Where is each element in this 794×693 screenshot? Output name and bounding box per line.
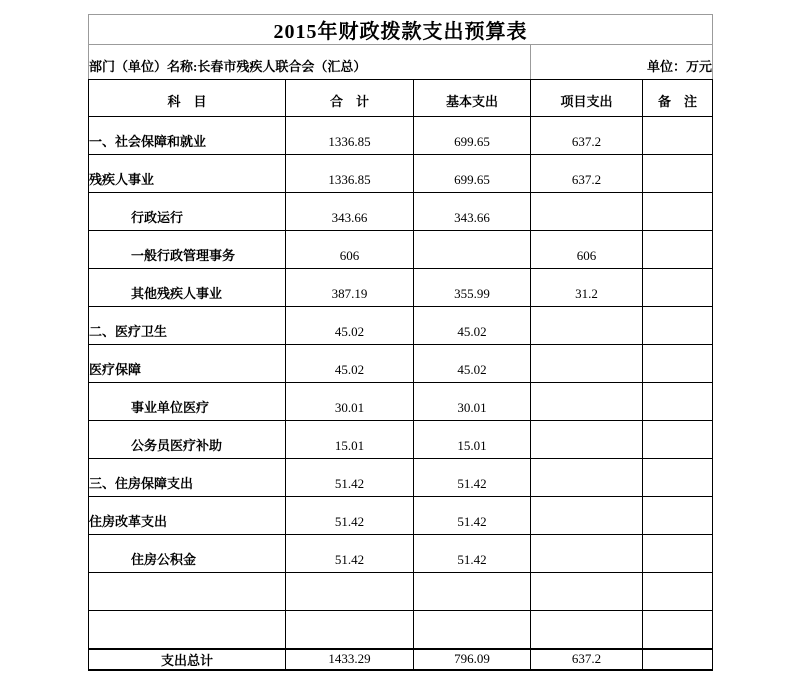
note-cell (643, 573, 713, 611)
unit-label: 单位：万元 (531, 45, 713, 80)
total-cell: 45.02 (286, 307, 414, 345)
table-row (89, 383, 713, 421)
project-cell (531, 193, 643, 231)
table-row (89, 345, 713, 383)
project-cell (531, 573, 643, 611)
table-row (89, 269, 713, 307)
total-cell: 387.19 (286, 269, 414, 307)
column-header-basic: 基本支出 (414, 80, 531, 117)
subject-cell: 住房改革支出 (89, 497, 286, 535)
subject-cell: 一、社会保障和就业 (89, 117, 286, 155)
table-row (89, 155, 713, 193)
project-cell: 606 (531, 231, 643, 269)
total-cell: 1336.85 (286, 155, 414, 193)
note-cell (643, 117, 713, 155)
basic-cell (414, 611, 531, 649)
project-cell (531, 345, 643, 383)
total-row-project: 637.2 (531, 649, 643, 670)
subject-cell: 残疾人事业 (89, 155, 286, 193)
basic-cell: 45.02 (414, 307, 531, 345)
note-cell (643, 535, 713, 573)
column-header-note: 备 注 (643, 80, 713, 117)
table-row (89, 611, 713, 649)
table-row (89, 497, 713, 535)
table-row (89, 117, 713, 155)
note-cell (643, 459, 713, 497)
column-header-row (89, 80, 713, 117)
subject-cell (89, 573, 286, 611)
budget-rows (89, 117, 713, 649)
total-cell: 1336.85 (286, 117, 414, 155)
total-cell (286, 573, 414, 611)
department-name: 部门（单位）名称:长春市残疾人联合会（汇总） (89, 45, 531, 80)
column-header-subject: 科 目 (89, 80, 286, 117)
project-cell: 637.2 (531, 155, 643, 193)
note-cell (643, 231, 713, 269)
note-cell (643, 193, 713, 231)
total-cell: 343.66 (286, 193, 414, 231)
total-cell (286, 611, 414, 649)
project-cell (531, 307, 643, 345)
title-row (89, 15, 713, 45)
note-cell (643, 497, 713, 535)
basic-cell: 15.01 (414, 421, 531, 459)
table-row (89, 535, 713, 573)
note-cell (643, 421, 713, 459)
table-row (89, 573, 713, 611)
basic-cell: 30.01 (414, 383, 531, 421)
basic-cell: 699.65 (414, 155, 531, 193)
project-cell (531, 535, 643, 573)
subject-cell (89, 611, 286, 649)
total-row-label: 支出总计 (89, 649, 286, 670)
project-cell (531, 611, 643, 649)
note-cell (643, 383, 713, 421)
total-cell: 606 (286, 231, 414, 269)
basic-cell (414, 231, 531, 269)
subject-cell: 行政运行 (89, 193, 286, 231)
total-row (89, 649, 713, 670)
table-row (89, 231, 713, 269)
table-row (89, 459, 713, 497)
subject-cell: 住房公积金 (89, 535, 286, 573)
total-cell: 45.02 (286, 345, 414, 383)
basic-cell: 699.65 (414, 117, 531, 155)
basic-cell: 51.42 (414, 535, 531, 573)
total-row-note (643, 649, 713, 670)
subject-cell: 公务员医疗补助 (89, 421, 286, 459)
subject-cell: 二、医疗卫生 (89, 307, 286, 345)
basic-cell: 45.02 (414, 345, 531, 383)
column-header-project: 项目支出 (531, 80, 643, 117)
total-cell: 51.42 (286, 459, 414, 497)
note-cell (643, 345, 713, 383)
info-row (89, 45, 713, 80)
basic-cell: 51.42 (414, 459, 531, 497)
basic-cell: 343.66 (414, 193, 531, 231)
column-header-total: 合 计 (286, 80, 414, 117)
total-row-total: 1433.29 (286, 649, 414, 670)
total-cell: 30.01 (286, 383, 414, 421)
table-row (89, 307, 713, 345)
project-cell: 637.2 (531, 117, 643, 155)
subject-cell: 三、住房保障支出 (89, 459, 286, 497)
subject-cell: 医疗保障 (89, 345, 286, 383)
total-cell: 51.42 (286, 497, 414, 535)
note-cell (643, 269, 713, 307)
subject-cell: 事业单位医疗 (89, 383, 286, 421)
note-cell (643, 611, 713, 649)
basic-cell: 51.42 (414, 497, 531, 535)
total-cell: 51.42 (286, 535, 414, 573)
project-cell (531, 459, 643, 497)
project-cell (531, 383, 643, 421)
project-cell (531, 497, 643, 535)
subject-cell: 其他残疾人事业 (89, 269, 286, 307)
page-title: 2015年财政拨款支出预算表 (89, 15, 713, 45)
total-cell: 15.01 (286, 421, 414, 459)
note-cell (643, 155, 713, 193)
budget-table (88, 14, 713, 671)
basic-cell: 355.99 (414, 269, 531, 307)
note-cell (643, 307, 713, 345)
table-row (89, 421, 713, 459)
project-cell: 31.2 (531, 269, 643, 307)
total-row-basic: 796.09 (414, 649, 531, 670)
table-row (89, 193, 713, 231)
project-cell (531, 421, 643, 459)
basic-cell (414, 573, 531, 611)
subject-cell: 一般行政管理事务 (89, 231, 286, 269)
